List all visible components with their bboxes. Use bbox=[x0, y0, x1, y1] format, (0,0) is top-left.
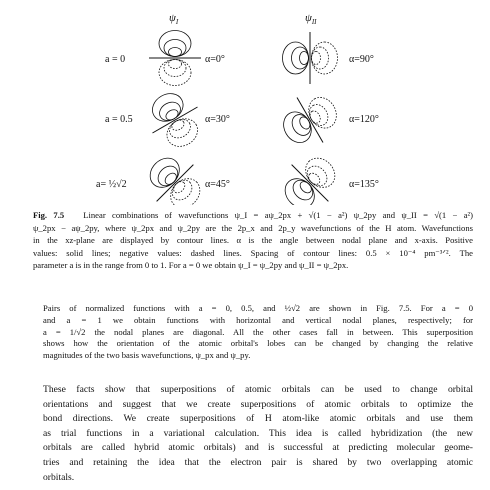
positive-contour bbox=[169, 48, 182, 57]
negative-contour bbox=[312, 52, 321, 65]
negative-contour bbox=[308, 109, 322, 125]
positive-contour bbox=[154, 162, 182, 190]
paragraph-1-line-3: a = 1/√2 the nodal planes are diagonal. All the other cases fall in between. This superposition bbox=[43, 326, 473, 337]
orbital-diagram-5 bbox=[137, 145, 213, 205]
row2-a-label: a = 0.5 bbox=[105, 114, 133, 125]
paragraph-2-line-2: orientations and suggest that we create superpositions of atomic orbitals to optimize the bbox=[43, 398, 473, 410]
paragraph-1-line-1: Pairs of normalized functions with a = 0, 0.5, and ½√2 are shown in Fig. 7.5. For a = 0 bbox=[43, 303, 473, 313]
caption-line-4: values: solid lines; negative values: dashed lines. Spacing of contour lines: 0.5 × 10⁻⁴ pm⁻³ᐟ². The bbox=[33, 247, 473, 258]
positive-contour bbox=[159, 31, 191, 57]
paragraph-1-line-5: magnitudes of the two basis wavefunctions, ψ_px and ψ_py. bbox=[43, 350, 251, 361]
col1-header: $\psi_I$ bbox=[169, 12, 179, 26]
caption-line-5: parameter a is in the range from 0 to 1. For a = 0 we obtain ψ_I = ψ_2py and ψ_II = ψ_2px. bbox=[33, 260, 349, 271]
orbital-diagram-3 bbox=[139, 83, 212, 157]
caption-line-3: in the xz-plane are displayed by contour lines. α is the angle between nodal plane and x-axis. Positive bbox=[33, 235, 473, 246]
row3-alpha2: α=135° bbox=[349, 179, 379, 190]
row2-alpha2: α=120° bbox=[349, 114, 379, 125]
positive-contour bbox=[164, 40, 186, 57]
caption-label: Fig. 7.5 bbox=[33, 210, 65, 220]
negative-contour bbox=[165, 173, 206, 205]
caption-line-1: Fig. 7.5 Linear combinations of wavefunctions ψ_I = aψ_2px + √(1 − a²) ψ_2py and ψ_II = √(1 − a²) bbox=[33, 210, 473, 220]
paragraph-1-line-2: and a = 1 we obtain functions with horizontal and vertical nodal planes, respectively; for bbox=[43, 314, 473, 325]
negative-contour bbox=[312, 42, 338, 74]
negative-contour bbox=[303, 162, 331, 190]
paragraph-2-line-6: tries and retaining the idea that the electron pair is shared by two overlapping atomic bbox=[43, 456, 473, 468]
positive-contour bbox=[144, 152, 185, 193]
negative-contour bbox=[312, 47, 329, 69]
negative-contour bbox=[164, 60, 186, 77]
positive-contour bbox=[279, 173, 320, 205]
paragraph-1-line-4: shows how the orientation of the atomic orbital's lobes can be changed by changing the relative bbox=[43, 338, 473, 349]
orbital-diagram-6 bbox=[272, 145, 348, 205]
row3-alpha1: α=45° bbox=[205, 179, 230, 190]
positive-contour bbox=[283, 42, 309, 74]
row1-alpha1: α=0° bbox=[205, 54, 225, 65]
paragraph-2-line-7: orbitals. bbox=[43, 471, 75, 483]
row1-a-label: a = 0 bbox=[105, 54, 126, 65]
orbital-diagram-1 bbox=[149, 31, 201, 86]
paragraph-2-line-5: orbitals are called hybrid atomic orbitals) and is successful at predicting molecular geome- bbox=[43, 442, 473, 454]
negative-contour bbox=[169, 60, 182, 69]
negative-contour bbox=[300, 152, 341, 193]
negative-contour bbox=[159, 60, 191, 86]
paragraph-2-line-1: These facts show that superpositions of atomic orbitals can be used to change orbital bbox=[43, 384, 473, 395]
positive-contour bbox=[298, 115, 312, 131]
paragraph-2-line-3: bond directions. We create superpositions of H atom-like atomic orbitals and use them bbox=[43, 413, 473, 425]
caption-line-2: ψ_2px − aψ_2py, where ψ_2px and ψ_2py are the 2p_x and 2p_y wavefunctions of the H atom. Wavefunctions bbox=[33, 222, 473, 233]
orbital-diagram-2 bbox=[283, 32, 338, 84]
col2-header: $\psi_{II}$ bbox=[305, 12, 317, 26]
paragraph-2-line-4: as trial functions in a variational calculation. This idea is called hybridization (the new bbox=[43, 427, 473, 439]
paragraph-1 bbox=[33, 303, 473, 362]
row3-a-label: a= ½√2 bbox=[96, 179, 127, 190]
positive-contour bbox=[300, 52, 309, 65]
paragraph-2 bbox=[33, 383, 473, 485]
row1-alpha2: α=90° bbox=[349, 54, 374, 65]
positive-contour bbox=[164, 108, 180, 122]
positive-contour bbox=[289, 176, 317, 204]
row2-alpha1: α=30° bbox=[205, 114, 230, 125]
figure-caption bbox=[33, 209, 473, 272]
positive-contour bbox=[292, 47, 309, 69]
negative-contour bbox=[168, 176, 196, 204]
orbital-contour-figure bbox=[0, 0, 490, 205]
negative-contour bbox=[170, 118, 186, 132]
orbital-diagram-4 bbox=[273, 84, 347, 157]
